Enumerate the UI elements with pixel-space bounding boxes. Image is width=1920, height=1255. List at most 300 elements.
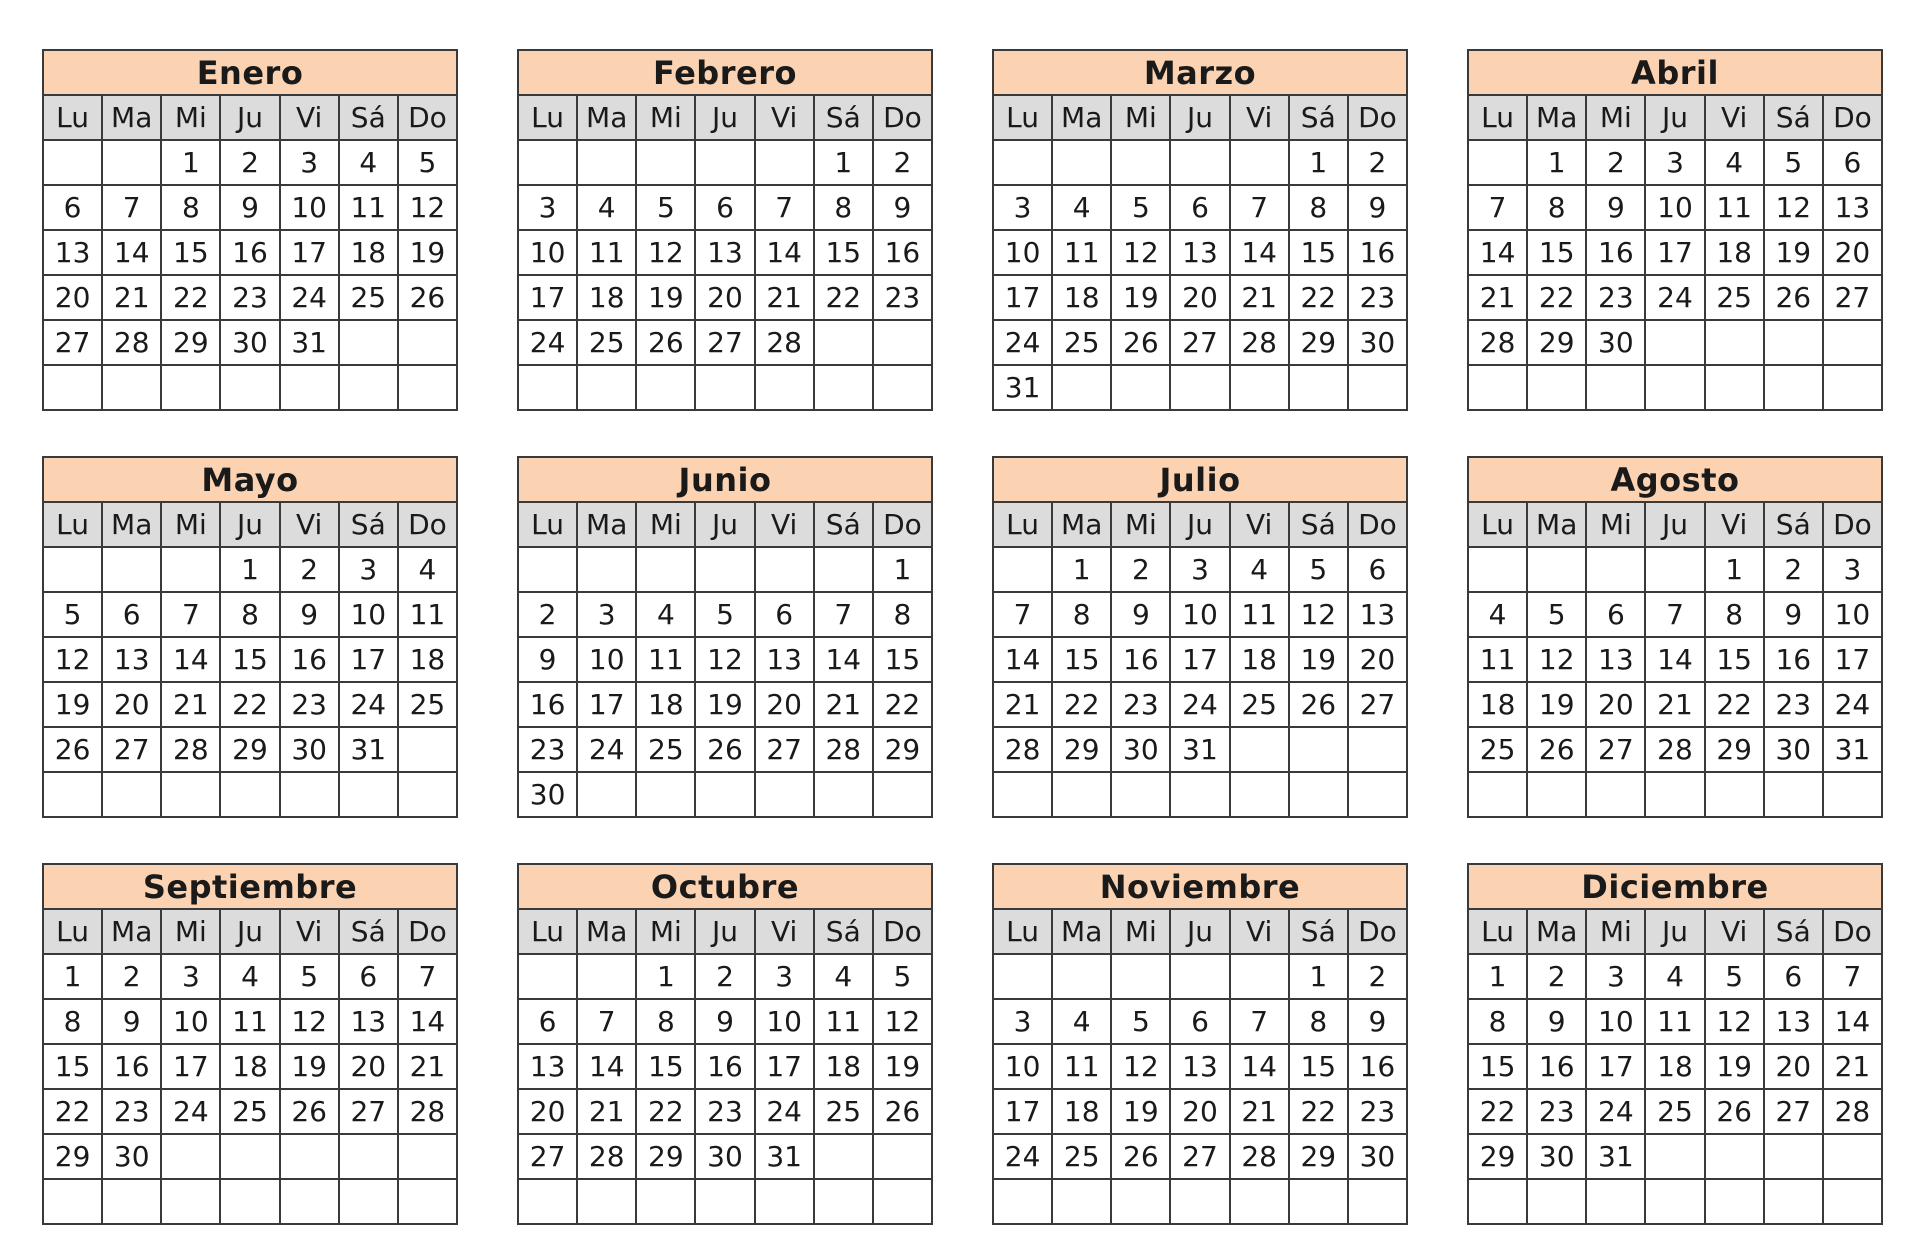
day-cell: 30 — [1349, 321, 1406, 364]
empty-day-cell — [340, 1180, 397, 1223]
day-cell: 6 — [1171, 1000, 1228, 1043]
empty-day-cell — [399, 321, 456, 364]
weekday-header: Ma — [1053, 910, 1110, 953]
day-cell: 20 — [1824, 231, 1881, 274]
day-cell: 29 — [1290, 321, 1347, 364]
day-cell: 14 — [1469, 231, 1526, 274]
day-cell: 8 — [221, 593, 278, 636]
day-cell: 24 — [756, 1090, 813, 1133]
day-cell: 13 — [519, 1045, 576, 1088]
day-cell: 7 — [1231, 186, 1288, 229]
day-cell: 25 — [637, 728, 694, 771]
weekday-header: Ju — [221, 910, 278, 953]
day-cell: 12 — [1112, 231, 1169, 274]
weekday-header: Mi — [162, 910, 219, 953]
day-cell: 22 — [1706, 683, 1763, 726]
day-cell: 4 — [815, 955, 872, 998]
empty-day-cell — [1112, 366, 1169, 409]
empty-day-cell — [1587, 773, 1644, 816]
day-cell: 25 — [340, 276, 397, 319]
empty-day-cell — [994, 548, 1051, 591]
day-cell: 17 — [1824, 638, 1881, 681]
empty-day-cell — [1469, 773, 1526, 816]
empty-day-cell — [994, 1180, 1051, 1223]
day-cell: 10 — [1824, 593, 1881, 636]
day-cell: 26 — [281, 1090, 338, 1133]
day-cell: 1 — [637, 955, 694, 998]
day-cell: 2 — [1765, 548, 1822, 591]
day-cell: 17 — [281, 231, 338, 274]
day-cell: 31 — [1824, 728, 1881, 771]
day-cell: 28 — [1646, 728, 1703, 771]
day-cell: 4 — [637, 593, 694, 636]
month-title: Junio — [519, 458, 931, 501]
day-cell: 28 — [578, 1135, 635, 1178]
day-cell: 17 — [994, 276, 1051, 319]
day-cell: 7 — [815, 593, 872, 636]
empty-day-cell — [874, 773, 931, 816]
day-cell: 1 — [221, 548, 278, 591]
month-title: Mayo — [44, 458, 456, 501]
empty-day-cell — [340, 773, 397, 816]
weekday-header: Lu — [994, 96, 1051, 139]
weekday-header: Sá — [815, 503, 872, 546]
day-cell: 16 — [1528, 1045, 1585, 1088]
day-cell: 24 — [519, 321, 576, 364]
day-cell: 23 — [1528, 1090, 1585, 1133]
empty-day-cell — [44, 548, 101, 591]
day-cell: 10 — [578, 638, 635, 681]
weekday-header: Ma — [578, 503, 635, 546]
weekday-header: Vi — [1231, 96, 1288, 139]
weekday-header: Mi — [1112, 96, 1169, 139]
day-cell: 27 — [1349, 683, 1406, 726]
day-cell: 10 — [1587, 1000, 1644, 1043]
empty-day-cell — [519, 955, 576, 998]
day-cell: 13 — [1824, 186, 1881, 229]
day-cell: 21 — [1469, 276, 1526, 319]
day-cell: 20 — [696, 276, 753, 319]
day-cell: 6 — [756, 593, 813, 636]
day-cell: 24 — [281, 276, 338, 319]
day-cell: 16 — [221, 231, 278, 274]
day-cell: 22 — [815, 276, 872, 319]
day-cell: 26 — [399, 276, 456, 319]
weekday-header: Ma — [103, 910, 160, 953]
empty-day-cell — [1824, 773, 1881, 816]
empty-day-cell — [399, 1180, 456, 1223]
day-cell: 22 — [874, 683, 931, 726]
day-cell: 17 — [1587, 1045, 1644, 1088]
day-cell: 9 — [874, 186, 931, 229]
day-cell: 2 — [1112, 548, 1169, 591]
empty-day-cell — [1112, 955, 1169, 998]
empty-day-cell — [103, 141, 160, 184]
day-cell: 11 — [1231, 593, 1288, 636]
day-cell: 3 — [756, 955, 813, 998]
day-cell: 23 — [1349, 276, 1406, 319]
weekday-header: Do — [399, 96, 456, 139]
month-septiembre — [42, 863, 458, 1225]
day-cell: 19 — [1765, 231, 1822, 274]
empty-day-cell — [578, 366, 635, 409]
day-cell: 27 — [519, 1135, 576, 1178]
day-cell: 14 — [756, 231, 813, 274]
weekday-header: Sá — [1765, 503, 1822, 546]
day-cell: 12 — [281, 1000, 338, 1043]
weekday-header: Ju — [1171, 96, 1228, 139]
empty-day-cell — [1528, 366, 1585, 409]
weekday-header: Sá — [340, 96, 397, 139]
day-cell: 21 — [1231, 276, 1288, 319]
month-title: Febrero — [519, 51, 931, 94]
day-cell: 30 — [281, 728, 338, 771]
day-cell: 21 — [162, 683, 219, 726]
day-cell: 8 — [1469, 1000, 1526, 1043]
day-cell: 12 — [874, 1000, 931, 1043]
day-cell: 7 — [578, 1000, 635, 1043]
weekday-header: Sá — [815, 910, 872, 953]
day-cell: 11 — [340, 186, 397, 229]
empty-day-cell — [281, 1180, 338, 1223]
day-cell: 23 — [103, 1090, 160, 1133]
empty-day-cell — [1231, 141, 1288, 184]
empty-day-cell — [1706, 321, 1763, 364]
day-cell: 25 — [1469, 728, 1526, 771]
empty-day-cell — [1469, 1180, 1526, 1223]
day-cell: 24 — [1824, 683, 1881, 726]
day-cell: 5 — [1112, 1000, 1169, 1043]
day-cell: 26 — [1706, 1090, 1763, 1133]
day-cell: 6 — [1171, 186, 1228, 229]
empty-day-cell — [815, 321, 872, 364]
day-cell: 20 — [1765, 1045, 1822, 1088]
weekday-header: Ju — [696, 503, 753, 546]
day-cell: 18 — [221, 1045, 278, 1088]
day-cell: 7 — [1469, 186, 1526, 229]
day-cell: 3 — [1824, 548, 1881, 591]
day-cell: 6 — [1765, 955, 1822, 998]
day-cell: 27 — [756, 728, 813, 771]
empty-day-cell — [1706, 1135, 1763, 1178]
weekday-header: Do — [1349, 96, 1406, 139]
day-cell: 23 — [874, 276, 931, 319]
empty-day-cell — [340, 1135, 397, 1178]
day-cell: 4 — [1646, 955, 1703, 998]
day-cell: 14 — [1824, 1000, 1881, 1043]
day-cell: 27 — [1765, 1090, 1822, 1133]
day-cell: 16 — [1349, 1045, 1406, 1088]
day-cell: 8 — [1528, 186, 1585, 229]
weekday-header: Ma — [1528, 96, 1585, 139]
day-cell: 13 — [1349, 593, 1406, 636]
day-cell: 1 — [1290, 955, 1347, 998]
day-cell: 15 — [874, 638, 931, 681]
day-cell: 23 — [1587, 276, 1644, 319]
day-cell: 25 — [1053, 321, 1110, 364]
day-cell: 27 — [1587, 728, 1644, 771]
day-cell: 29 — [1706, 728, 1763, 771]
day-cell: 29 — [1469, 1135, 1526, 1178]
day-cell: 11 — [578, 231, 635, 274]
empty-day-cell — [1469, 366, 1526, 409]
day-cell: 4 — [1706, 141, 1763, 184]
empty-day-cell — [696, 1180, 753, 1223]
day-cell: 22 — [637, 1090, 694, 1133]
day-cell: 26 — [1528, 728, 1585, 771]
day-cell: 10 — [162, 1000, 219, 1043]
empty-day-cell — [696, 548, 753, 591]
day-cell: 15 — [1469, 1045, 1526, 1088]
day-cell: 29 — [221, 728, 278, 771]
weekday-header: Mi — [637, 96, 694, 139]
empty-day-cell — [815, 773, 872, 816]
day-cell: 10 — [519, 231, 576, 274]
day-cell: 28 — [994, 728, 1051, 771]
empty-day-cell — [1231, 728, 1288, 771]
day-cell: 19 — [874, 1045, 931, 1088]
day-cell: 31 — [994, 366, 1051, 409]
empty-day-cell — [399, 773, 456, 816]
day-cell: 5 — [399, 141, 456, 184]
day-cell: 7 — [1646, 593, 1703, 636]
day-cell: 18 — [340, 231, 397, 274]
day-cell: 27 — [340, 1090, 397, 1133]
day-cell: 30 — [519, 773, 576, 816]
day-cell: 28 — [756, 321, 813, 364]
day-cell: 18 — [637, 683, 694, 726]
day-cell: 25 — [1231, 683, 1288, 726]
month-diciembre — [1467, 863, 1883, 1225]
empty-day-cell — [281, 773, 338, 816]
day-cell: 12 — [1290, 593, 1347, 636]
day-cell: 16 — [696, 1045, 753, 1088]
day-cell: 26 — [44, 728, 101, 771]
month-agosto — [1467, 456, 1883, 818]
weekday-header: Mi — [1587, 910, 1644, 953]
weekday-header: Sá — [1290, 910, 1347, 953]
day-cell: 27 — [696, 321, 753, 364]
day-cell: 1 — [162, 141, 219, 184]
weekday-header: Vi — [281, 503, 338, 546]
day-cell: 26 — [874, 1090, 931, 1133]
day-cell: 24 — [1171, 683, 1228, 726]
day-cell: 6 — [519, 1000, 576, 1043]
day-cell: 9 — [281, 593, 338, 636]
day-cell: 14 — [103, 231, 160, 274]
day-cell: 25 — [399, 683, 456, 726]
empty-day-cell — [1112, 1180, 1169, 1223]
day-cell: 30 — [1112, 728, 1169, 771]
empty-day-cell — [578, 141, 635, 184]
day-cell: 22 — [1469, 1090, 1526, 1133]
day-cell: 19 — [1290, 638, 1347, 681]
empty-day-cell — [1231, 366, 1288, 409]
day-cell: 5 — [44, 593, 101, 636]
day-cell: 2 — [519, 593, 576, 636]
day-cell: 29 — [637, 1135, 694, 1178]
day-cell: 23 — [1765, 683, 1822, 726]
empty-day-cell — [637, 773, 694, 816]
day-cell: 15 — [815, 231, 872, 274]
day-cell: 14 — [1231, 231, 1288, 274]
empty-day-cell — [1053, 773, 1110, 816]
weekday-header: Vi — [1231, 910, 1288, 953]
day-cell: 19 — [281, 1045, 338, 1088]
day-cell: 11 — [399, 593, 456, 636]
day-cell: 2 — [874, 141, 931, 184]
weekday-header: Do — [399, 910, 456, 953]
empty-day-cell — [874, 366, 931, 409]
day-cell: 9 — [221, 186, 278, 229]
day-cell: 15 — [1528, 231, 1585, 274]
weekday-header: Ju — [696, 96, 753, 139]
day-cell: 23 — [221, 276, 278, 319]
empty-day-cell — [696, 366, 753, 409]
weekday-header: Ma — [578, 96, 635, 139]
day-cell: 31 — [1587, 1135, 1644, 1178]
day-cell: 16 — [874, 231, 931, 274]
day-cell: 8 — [44, 1000, 101, 1043]
weekday-header: Mi — [1587, 503, 1644, 546]
empty-day-cell — [221, 1135, 278, 1178]
day-cell: 1 — [815, 141, 872, 184]
empty-day-cell — [874, 321, 931, 364]
empty-day-cell — [1587, 1180, 1644, 1223]
empty-day-cell — [637, 548, 694, 591]
day-cell: 26 — [696, 728, 753, 771]
day-cell: 19 — [44, 683, 101, 726]
weekday-header: Lu — [519, 503, 576, 546]
day-cell: 3 — [519, 186, 576, 229]
day-cell: 5 — [1765, 141, 1822, 184]
day-cell: 15 — [221, 638, 278, 681]
empty-day-cell — [1053, 141, 1110, 184]
month-octubre — [517, 863, 933, 1225]
day-cell: 6 — [1349, 548, 1406, 591]
day-cell: 4 — [578, 186, 635, 229]
empty-day-cell — [1469, 141, 1526, 184]
day-cell: 16 — [1765, 638, 1822, 681]
empty-day-cell — [162, 1135, 219, 1178]
day-cell: 18 — [399, 638, 456, 681]
day-cell: 3 — [994, 186, 1051, 229]
day-cell: 28 — [1231, 321, 1288, 364]
day-cell: 19 — [637, 276, 694, 319]
day-cell: 18 — [1706, 231, 1763, 274]
empty-day-cell — [44, 366, 101, 409]
day-cell: 6 — [696, 186, 753, 229]
day-cell: 21 — [1646, 683, 1703, 726]
empty-day-cell — [281, 1135, 338, 1178]
day-cell: 13 — [756, 638, 813, 681]
day-cell: 1 — [1706, 548, 1763, 591]
day-cell: 4 — [1231, 548, 1288, 591]
day-cell: 15 — [162, 231, 219, 274]
day-cell: 22 — [1290, 1090, 1347, 1133]
day-cell: 30 — [1765, 728, 1822, 771]
day-cell: 15 — [1290, 231, 1347, 274]
day-cell: 25 — [1053, 1135, 1110, 1178]
day-cell: 5 — [281, 955, 338, 998]
weekday-header: Ju — [1646, 96, 1703, 139]
empty-day-cell — [815, 1135, 872, 1178]
day-cell: 17 — [756, 1045, 813, 1088]
empty-day-cell — [1765, 1180, 1822, 1223]
empty-day-cell — [874, 1135, 931, 1178]
empty-day-cell — [1290, 1180, 1347, 1223]
empty-day-cell — [1587, 366, 1644, 409]
month-noviembre — [992, 863, 1408, 1225]
empty-day-cell — [519, 548, 576, 591]
day-cell: 5 — [637, 186, 694, 229]
empty-day-cell — [340, 366, 397, 409]
day-cell: 25 — [1646, 1090, 1703, 1133]
weekday-header: Lu — [519, 96, 576, 139]
weekday-header: Ju — [221, 503, 278, 546]
empty-day-cell — [1290, 773, 1347, 816]
day-cell: 8 — [815, 186, 872, 229]
day-cell: 15 — [44, 1045, 101, 1088]
month-title: Julio — [994, 458, 1406, 501]
weekday-header: Do — [1824, 910, 1881, 953]
day-cell: 4 — [221, 955, 278, 998]
month-abril — [1467, 49, 1883, 411]
day-cell: 24 — [994, 321, 1051, 364]
empty-day-cell — [1646, 548, 1703, 591]
weekday-header: Ma — [1528, 503, 1585, 546]
day-cell: 14 — [399, 1000, 456, 1043]
day-cell: 12 — [696, 638, 753, 681]
day-cell: 12 — [399, 186, 456, 229]
month-title: Enero — [44, 51, 456, 94]
day-cell: 15 — [1053, 638, 1110, 681]
day-cell: 13 — [340, 1000, 397, 1043]
empty-day-cell — [756, 773, 813, 816]
day-cell: 13 — [44, 231, 101, 274]
day-cell: 23 — [1112, 683, 1169, 726]
weekday-header: Do — [874, 910, 931, 953]
day-cell: 20 — [1171, 276, 1228, 319]
weekday-header: Lu — [994, 910, 1051, 953]
empty-day-cell — [1587, 548, 1644, 591]
weekday-header: Sá — [1290, 503, 1347, 546]
day-cell: 22 — [1290, 276, 1347, 319]
day-cell: 1 — [1290, 141, 1347, 184]
weekday-header: Do — [399, 503, 456, 546]
weekday-header: Ju — [1171, 910, 1228, 953]
empty-day-cell — [162, 773, 219, 816]
day-cell: 26 — [1112, 1135, 1169, 1178]
month-enero — [42, 49, 458, 411]
day-cell: 21 — [1231, 1090, 1288, 1133]
day-cell: 15 — [1706, 638, 1763, 681]
day-cell: 23 — [281, 683, 338, 726]
day-cell: 14 — [1231, 1045, 1288, 1088]
empty-day-cell — [1824, 366, 1881, 409]
weekday-header: Ma — [103, 503, 160, 546]
day-cell: 21 — [399, 1045, 456, 1088]
day-cell: 9 — [1765, 593, 1822, 636]
day-cell: 21 — [103, 276, 160, 319]
day-cell: 17 — [578, 683, 635, 726]
weekday-header: Mi — [1587, 96, 1644, 139]
day-cell: 23 — [696, 1090, 753, 1133]
empty-day-cell — [44, 141, 101, 184]
day-cell: 2 — [221, 141, 278, 184]
day-cell: 12 — [637, 231, 694, 274]
day-cell: 9 — [1528, 1000, 1585, 1043]
